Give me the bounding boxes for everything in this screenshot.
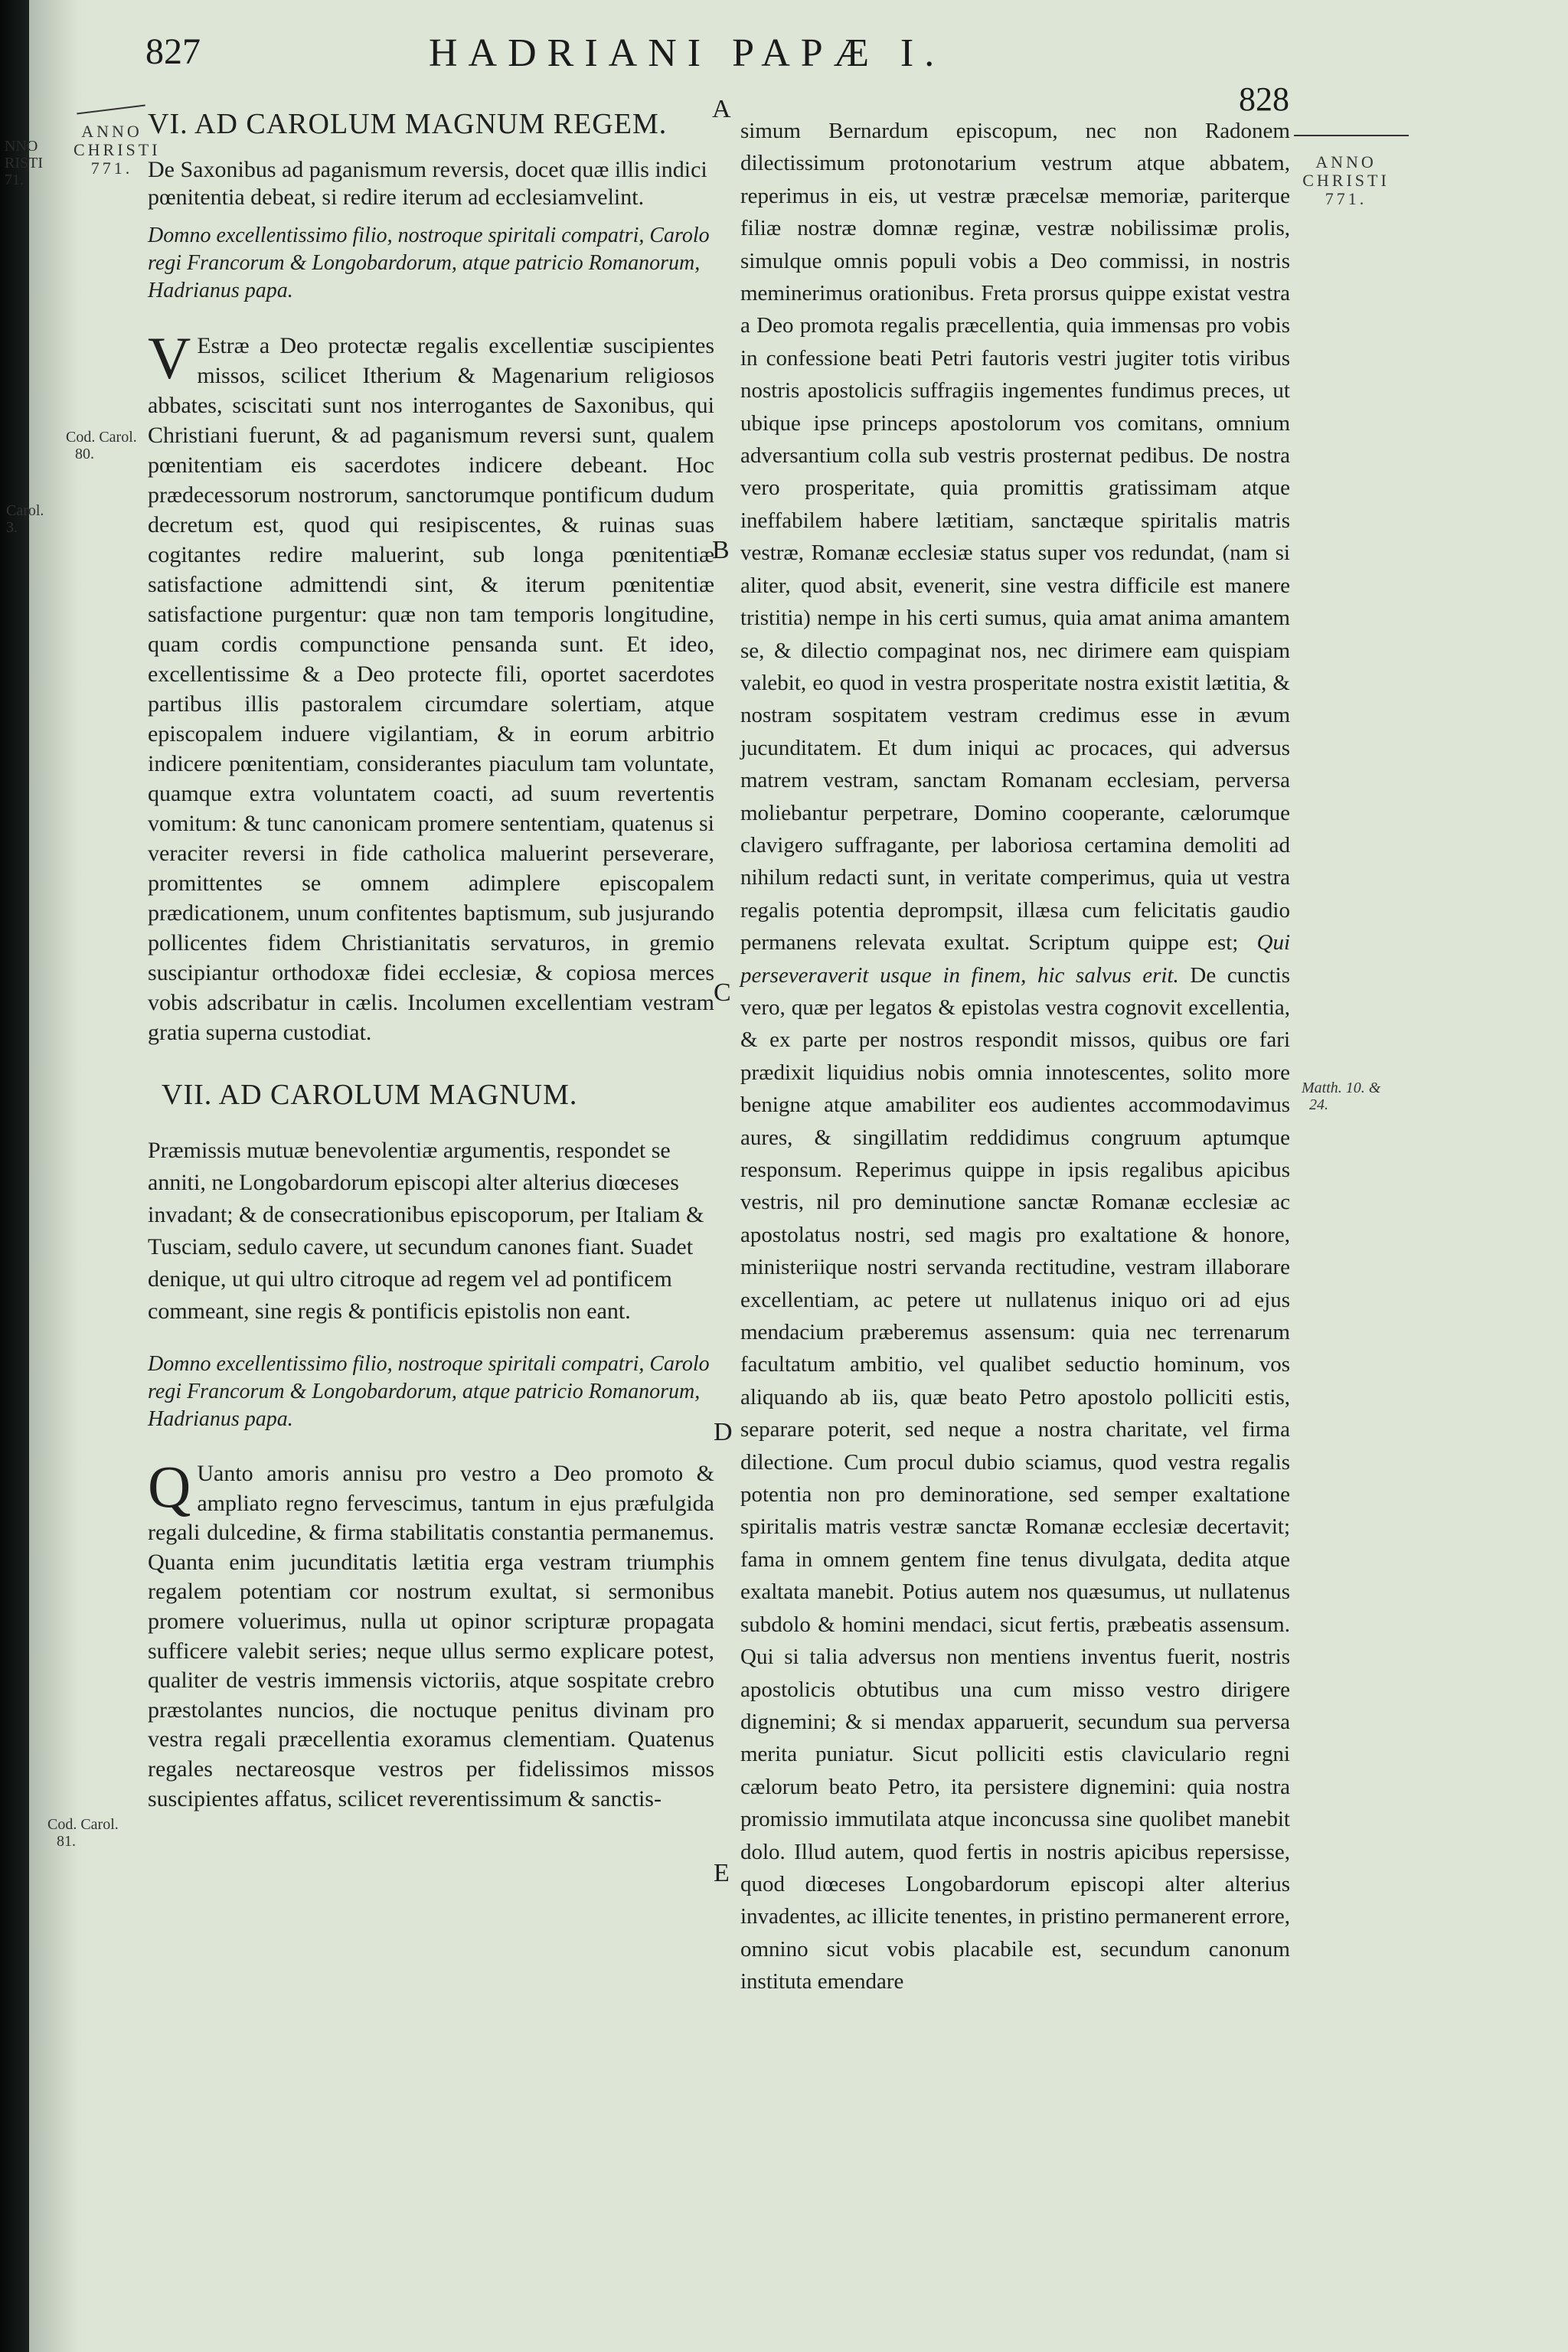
christi-word: CHRISTI [1302,171,1390,190]
section-6-salutation: Domno excellentissimo filio, nostroque spiritali compatri, Carolo regi Francorum & Longobardorum, atque patricio Romanorum, Hadrianus papa. [148,224,710,302]
anno-word: ANNO [81,122,142,141]
section-6-text: Estræ a Deo protectæ regalis excellentiæ suscipientes missos, scilicet Itherium & Magenarium religiosos abbates, sciscitati sunt nos interrogantes de Saxonibus, qui Christiani fuerunt, & ad paganismum reversi sunt, qualem pœnitentiam eis sacerdotes indicere debeant. Hoc prædecessorum nostrorum, sanctorumque pontificum dudum decretum est, quod qui resipiscentes, & ruinas suas cogitantes redire maluerint, sub longa pœnitentiæ satisfactione admittendi sint, & iterum pœnitentiæ satisfactione purgentur: quæ non tam temporis longitudine, quam cordis compunctione pensanda sunt. Et ideo, excellentissime & a Deo protecte fili, oportet sacerdotes partibus illis pastoralem circumdare solertiam, atque episcopalem induere vigilantiam, & in eorum arbitrio indicere pœnitentiam, considerantes piaculum tam voluntate, quamque extra voluntatem coacti, ad suum revertentis vomitum: & tunc canonicam promere sententiam, quatenus si veraciter reversi in fide catholica maluerint perseverare, promittentes se omnem adimplere episcopalem prædicationem, unum confitentes baptismum, sub jusjurando pollicentes fidem Christianitatis servaturos, in gremio suscipiantur orthodoxæ fidei ecclesiæ, & copiosa merces vobis adscribatur in cælis. Incolumen excellentiam vestram gratia superna custodiat. [148,333,714,1045]
codex-number: 81. [57,1833,76,1850]
section-7-argument: Præmissis mutuæ benevolentiæ argumentis, respondet se anniti, ne Longobardorum episcopi alter alterius diœceses invadant; & de consecrationibus episcoporum, per Italiam & Tusciam, sedulo cavere, ut secundum canones fiant. Suadet denique, ut qui ultro citroque ad regem vel ad pontificem commeant, sine regis & pontificis epistolis non eant. [148,1138,704,1324]
section-6-body [148,325,714,1047]
fragment-line: Carol. [6,502,44,519]
right-column [740,115,1290,1998]
fragment-line: NNO [5,138,38,155]
section-7-title: VII. AD CAROLUM MAGNUM. [162,1079,578,1111]
section-marker-a: A [712,95,731,123]
section-marker-b: B [712,536,730,564]
year: 771. [1325,189,1367,208]
section-marker-d: D [714,1418,733,1446]
running-title: HADRIANI PAPÆ I. [429,31,946,75]
section-6-title: VI. AD CAROLUM MAGNUM REGEM. [148,108,668,140]
page-number-right: 828 [1239,80,1289,118]
fragment-line: 71. [5,172,24,188]
dropcap-q: Q [148,1453,191,1520]
section-marker-c: C [714,978,731,1007]
dropcap-v: V [148,325,191,391]
section-7-salutation: Domno excellentissimo filio, nostroque spiritali compatri, Carolo regi Francorum & Longobardorum, atque patricio Romanorum, Hadrianus papa. [148,1352,710,1431]
matthew-quotation: Qui perseveraverit usque in finem, hic salvus erit. [740,930,1291,988]
reference-line: Matth. 10. & [1302,1080,1381,1096]
codex-number: 80. [75,446,94,462]
section-7-body [148,1453,714,1814]
section-7-text: Uanto amoris annisu pro vestro a Deo promoto & ampliato regno fervescimus, tantum in ejus præfulgida regali dulcedine, & firma stabilitatis constantia permanemus. Quanta enim jucunditatis lætitia erga vestram triumphis regalem potentiam cor nostrum exultat, si sermonibus promere voluerimus, nulla ut opinor scripturæ propagata sufficere valebit series; neque ullus sermo explicare potest, qualiter de vestris immensis victoriis, atque sospitate crebro præstolantes nuncios, die noctuque penitus divinam pro vestra regali præcellentia exoramus clementiam. Quatenus regales nectareosque vestros per fidelissimos missos suscipientes affatus, scilicet reverentissimum & sanctis- [148,1461,714,1811]
scripture-reference-matthew [1302,1080,1416,1113]
page-gutter [29,0,83,2352]
fragment-line: RISTI [5,155,43,172]
section-6-argument: De Saxonibus ad paganismum reversis, docet quæ illis indici pœnitentia debeat, si redire iterum ad ecclesiamvelint. [148,157,707,210]
codex-reference-80 [66,429,142,462]
page-number-left: 827 [145,31,201,72]
previous-page-fragment-carol [6,502,44,536]
reference-line: 24. [1309,1096,1328,1113]
left-column [148,107,714,1844]
previous-page-fragment-anno [5,138,43,188]
right-text-part-1: simum Bernardum episcopum, nec non Radonem dilectissimum protonotarium vestrum atque abbatem, reperimus in eis, ut vestræ præcelsæ memoriæ, pariterque filiæ nostræ domnæ reginæ, vestræ nobilissimæ prolis, simulque omnis populi vobis a Deo commissi, in nostris meminerimus orationibus. Freta prorsus quippe existat vestra a Deo promota regalis præcellentia, quia immensas pro vobis in confessione beati Petri fautoris vestri jugiter totis viribus nostris apostolicis suffragiis ingementes fundimus preces, ut ubique ipse princeps apostolorum vos comitans, omnium adversantium colla sub vestris prosternat pedibus. De nostra vero prosperitate, quia promittis gratissimam atque ineffabilem habere lætitiam, sanctæque spiritalis matris vestræ, Romanæ ecclesiæ status super vos redundat, (nam si aliter, quod absit, evenerit, sine vestra difficile est manere tristitia) nempe in his certi sumus, quia amat anima amantem se, & dilectio compaginat nos, nec dirimere eam quispiam valebit, eo quod in vestra prosperitate nostra existit lætitia, & nostram sospitatem vestram credimus esse in ævum jucunditatem. Et dum iniqui ac procaces, qui adversus matrem vestram, sanctam Romanam ecclesiam, perversa moliebantur perpetrare, Domino cooperante, cælorumque clavigero suffragante, per laboriosa certamina demoliti ad nihilum redacti sunt, in veritate comperimus, quia ut vestra regalis potentia deprompsit, illæsa cum felicitatis gaudio permanens relevata exultat. Scriptum quippe est; [740,119,1290,956]
year: 771. [90,158,133,178]
codex-reference-81 [47,1816,147,1850]
christi-word: CHRISTI [74,140,161,159]
section-marker-e: E [714,1859,730,1887]
anno-word: ANNO [1315,152,1377,172]
fragment-line: 3. [6,519,18,536]
codex-label: Cod. Carol. [47,1816,119,1833]
anno-christi-left [74,122,161,178]
anno-christi-right [1296,153,1396,208]
codex-label: Cod. Carol. [66,429,137,446]
margin-rule-right [1294,135,1409,136]
right-column-body [740,115,1290,1998]
right-text-part-2: De cunctis vero, quæ per legatos & epistolas vestra cognovit excellentia, & ex parte per nostros respondit missos, quibus ore fari prædixit liquidius nobis omnia innotescentes, solito more benigne atque amabiliter eos audientes accommodavimus aures, & singillatim reddidimus congruum aptumque responsum. Reperimus quippe in ipsis regalibus apicibus vestris, nil pro deminutione sanctæ Romanæ ecclesiæ ac apostolatus nostri, sed magis pro exaltatione & honore, ministeriique nostri servanda rectitudine, vestram illaborare excellentiam, ac petere ut nullatenus iniquo ori ad ejus mendacium præberemus assensum: quia nec terrenarum facultatum ambitio, vel qualibet seductio hominum, vos aliquando ab iis, quæ beato Petro apostolo polliciti estis, separare poterit, sed neque a nostra charitate, vel firma dilectione. Cum procul dubio sciamus, quod vestra regalis potentia non pro deminoratione, sed semper exaltatione spiritalis matris vestræ sanctæ Romanæ ecclesiæ decertavit; fama in omnem gentem fine tenus divulgata, dedita atque exaltata manebit. Potius autem nos quæsumus, ut nullatenus subdolo & homini mendaci, sicut fertis, præbeatis assensum. Qui si talia adversus non mentiens inventus fuerit, nostris apostolicis obtutibus una cum misso vestro dirigere dignemini; & si mendax apparuerit, secundum sua perversa merita puniatur. Sicut polliciti estis claviculario regni cælorum beato Petro, ita persistere dignemini: quia nostra promissio immutilata atque inconcussa sine quolibet manebit dolo. Illud autem, quod fertis in nostris apicibus repersisse, quod diœceses Longobardorum episcopi alter alterius invadentes, ac illicite tenentes, in pristino permanerent errore, omnino sicut vobis placabile est, secundum canonum instituta emendare [740,962,1290,1994]
book-spine-shadow [0,0,29,2352]
